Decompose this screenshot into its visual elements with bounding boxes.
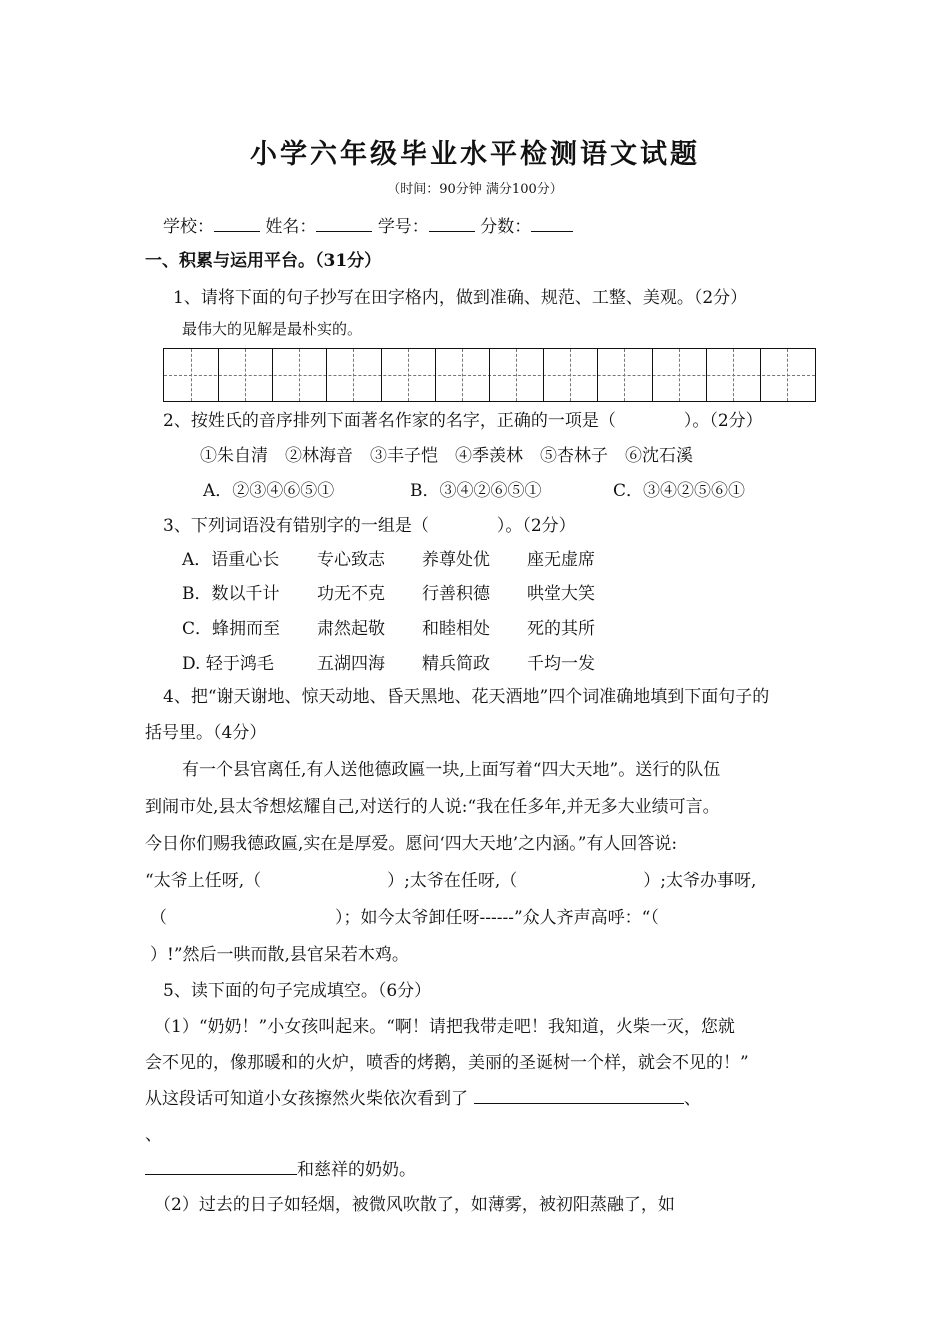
question-4-line-1: 4、把“谢天谢地、惊天动地、昏天黑地、花天酒地”四个词准确地填到下面句子的	[163, 687, 770, 707]
score-blank[interactable]	[531, 215, 573, 232]
q4-text-d: （	[150, 908, 167, 928]
id-blank[interactable]	[429, 215, 475, 232]
q5-sentence-1-line-2: 会不见的，像那暖和的火炉，喷香的烤鹅，美丽的圣诞树一个样，就会不见的！”	[145, 1053, 749, 1073]
q4-text-b: ）;太爷在任呀,（	[387, 871, 518, 891]
q2-option-a[interactable]: A．②③④⑥⑤①	[203, 481, 335, 501]
q5-sentence-1-line-5	[145, 1155, 416, 1180]
q4-passage-line-3: 今日你们赐我德政匾,实在是厚爱。愿问‘四大天地’之内涵。”有人回答说:	[145, 834, 678, 854]
q3-option-a-word-1[interactable]: A．语重心长	[182, 550, 280, 570]
q5-sentence-1-line-3	[145, 1084, 701, 1109]
q4-passage-line-6: ）!”然后一哄而散,县官呆若木鸡。	[150, 945, 409, 965]
student-info-row	[163, 212, 573, 237]
exam-time-info: （时间：90分钟 满分100分）	[387, 182, 563, 197]
id-label: 学号：	[377, 217, 429, 237]
q3-option-d-word-4: 千均一发	[527, 654, 595, 674]
page-title: 小学六年级毕业水平检测语文试题	[250, 139, 700, 170]
q3-option-d-word-3: 精兵简政	[422, 654, 490, 674]
q4-text-c: ）;太爷办事呀,	[643, 871, 757, 891]
q3-option-c-word-4: 死的其所	[527, 619, 595, 639]
q5-separator: 、	[145, 1125, 162, 1145]
section-1-title: 一、积累与运用平台。（31分）	[145, 251, 382, 271]
q3-option-c-word-2: 肃然起敬	[317, 619, 385, 639]
q3-option-d-word-1[interactable]: D. 轻于鸿毛	[182, 654, 274, 674]
q4-passage-line-2: 到闹市处,县太爷想炫耀自己,对送行的人说:“我在任多年,并无多大业绩可言。	[145, 797, 720, 817]
q5-sentence-2: （2）过去的日子如轻烟，被微风吹散了，如薄雾，被初阳蒸融了，如	[154, 1195, 675, 1215]
q3-option-a-word-3: 养尊处优	[422, 550, 490, 570]
q3-option-a-word-2: 专心致志	[317, 550, 385, 570]
q4-passage-line-4	[145, 866, 756, 891]
question-2: 2、按姓氏的音序排列下面著名作家的名字，正确的一项是（ ）。（2分）	[163, 411, 763, 431]
q2-option-b[interactable]: B．③④②⑥⑤①	[410, 481, 542, 501]
q3-option-b-word-1[interactable]: B．数以千计	[182, 584, 280, 604]
q3-option-c-word-3: 和睦相处	[422, 619, 490, 639]
q3-option-b-word-4: 哄堂大笑	[527, 584, 595, 604]
q4-passage-line-5	[150, 903, 659, 928]
q5-sentence-1-line-1: （1）“奶奶！”小女孩叫起来。“啊！请把我带走吧！我知道，火柴一灭，您就	[154, 1017, 735, 1037]
q3-option-d-word-2: 五湖四海	[317, 654, 385, 674]
q4-passage-line-1: 有一个县官离任,有人送他德政匾一块,上面写着“四大天地”。送行的队伍	[182, 760, 721, 780]
q5-blank-2[interactable]	[145, 1158, 297, 1175]
q5-blank-1[interactable]	[474, 1087, 684, 1104]
school-label: 学校：	[163, 217, 214, 237]
q5-text-c: 和慈祥的奶奶。	[297, 1160, 416, 1180]
q3-option-c-word-1[interactable]: C．蜂拥而至	[182, 619, 281, 639]
tianzige-grid[interactable]	[163, 348, 816, 402]
q4-text-e: ）；如今太爷卸任呀------”众人齐声高呼：“（	[335, 908, 659, 928]
q2-option-c[interactable]: C．③④②⑤⑥①	[613, 481, 746, 501]
q4-text-a: “太爷上任呀,（	[145, 871, 262, 891]
score-label: 分数：	[480, 217, 532, 237]
q5-text-b: 、	[684, 1089, 701, 1109]
question-5: 5、读下面的句子完成填空。（6分）	[163, 981, 432, 1001]
question-1: 1、请将下面的句子抄写在田字格内，做到准确、规范、工整、美观。（2分）	[173, 288, 748, 308]
name-label: 姓名：	[265, 217, 317, 237]
q5-text-a: 从这段话可知道小女孩擦然火柴依次看到了	[145, 1089, 468, 1109]
name-blank[interactable]	[316, 215, 372, 232]
q3-option-b-word-3: 行善积德	[422, 584, 490, 604]
school-blank[interactable]	[214, 215, 260, 232]
q1-sentence: 最伟大的见解是最朴实的。	[182, 320, 363, 338]
q3-option-a-word-4: 座无虚席	[527, 550, 595, 570]
question-3: 3、下列词语没有错别字的一组是（ ）。（2分）	[163, 516, 576, 536]
question-4-line-2: 括号里。（4分）	[145, 723, 267, 743]
q3-option-b-word-2: 功无不克	[317, 584, 385, 604]
q2-author-names: ①朱自清 ②林海音 ③丰子恺 ④季羡林 ⑤杏林子 ⑥沈石溪	[200, 446, 693, 466]
